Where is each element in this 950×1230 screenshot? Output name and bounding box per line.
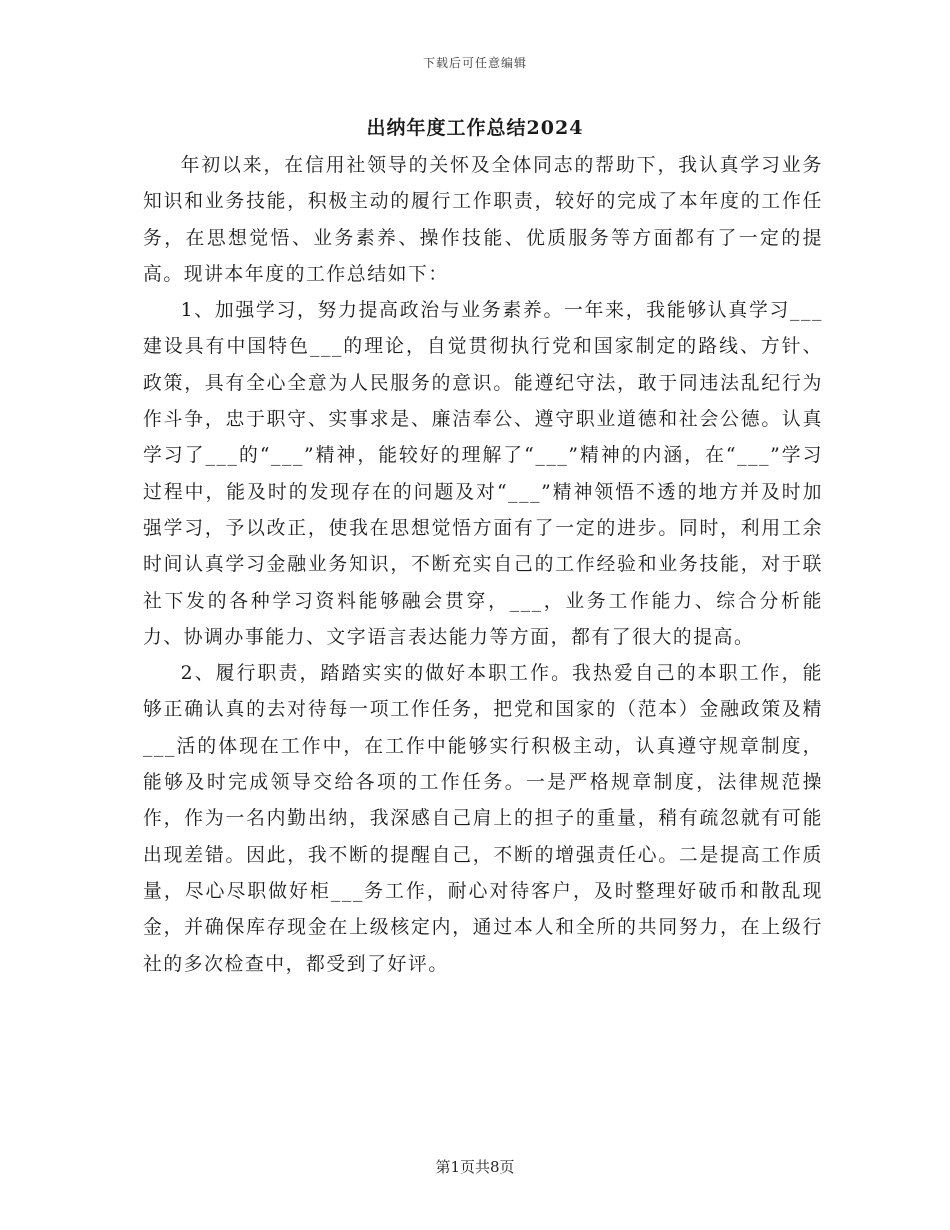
page-header-note: 下载后可任意编辑: [422, 56, 527, 70]
paragraph-intro: 年初以来，在信用社领导的关怀及全体同志的帮助下，我认真学习业务知识和业务技能，积极主动的履行工作职责，较好的完成了本年度的工作任务，在思想觉悟、业务素养、操作技能、优质服务等方面都有了一定的提高。现讲本年度的工作总结如下：: [143, 155, 823, 285]
document-body: [143, 148, 823, 983]
paragraph-duties: 2、履行职责，踏踏实实的做好本职工作。我热爱自己的本职工作，能够正确认真的去对待每一项工作任务，把党和国家的（范本）金融政策及精___活的体现在工作中，在工作中能够实行积极主动，认真遵守规章制度，能够及时完成领导交给各项的工作任务。一是严格规章制度，法律规范操作，作为一名内勤出纳，我深感自己肩上的担子的重量，稍有疏忽就有可能出现差错。因此，我不断的提醒自己，不断的增强责任心。二是提高工作质量，尽心尽职做好柜___务工作，耐心对待客户，及时整理好破币和散乱现金，并确保库存现金在上级核定内，通过本人和全所的共同努力，在上级行社的多次检查中，都受到了好评。: [143, 663, 823, 975]
paragraph-study: 1、加强学习，努力提高政治与业务素养。一年来，我能够认真学习___建设具有中国特色___的理论，自觉贯彻执行党和国家制定的路线、方针、政策，具有全心全意为人民服务的意识。能遵纪守法，敢于同违法乱纪行为作斗争，忠于职守、实事求是、廉洁奉公、遵守职业道德和社会公德。认真学习了___的“___”精神，能较好的理解了“___”精神的内涵，在“___”学习过程中，能及时的发现存在的问题及对“___”精神领悟不透的地方并及时加强学习，予以改正，使我在思想觉悟方面有了一定的进步。同时，利用工余时间认真学习金融业务知识，不断充实自己的工作经验和业务技能，对于联社下发的各种学习资料能够融会贯穿，___，业务工作能力、综合分析能力、协调办事能力、文字语言表达能力等方面，都有了很大的提高。: [143, 300, 823, 648]
document-title: 出纳年度工作总结2024: [366, 117, 584, 139]
page-number-footer: 第1页共8页: [435, 1158, 515, 1176]
